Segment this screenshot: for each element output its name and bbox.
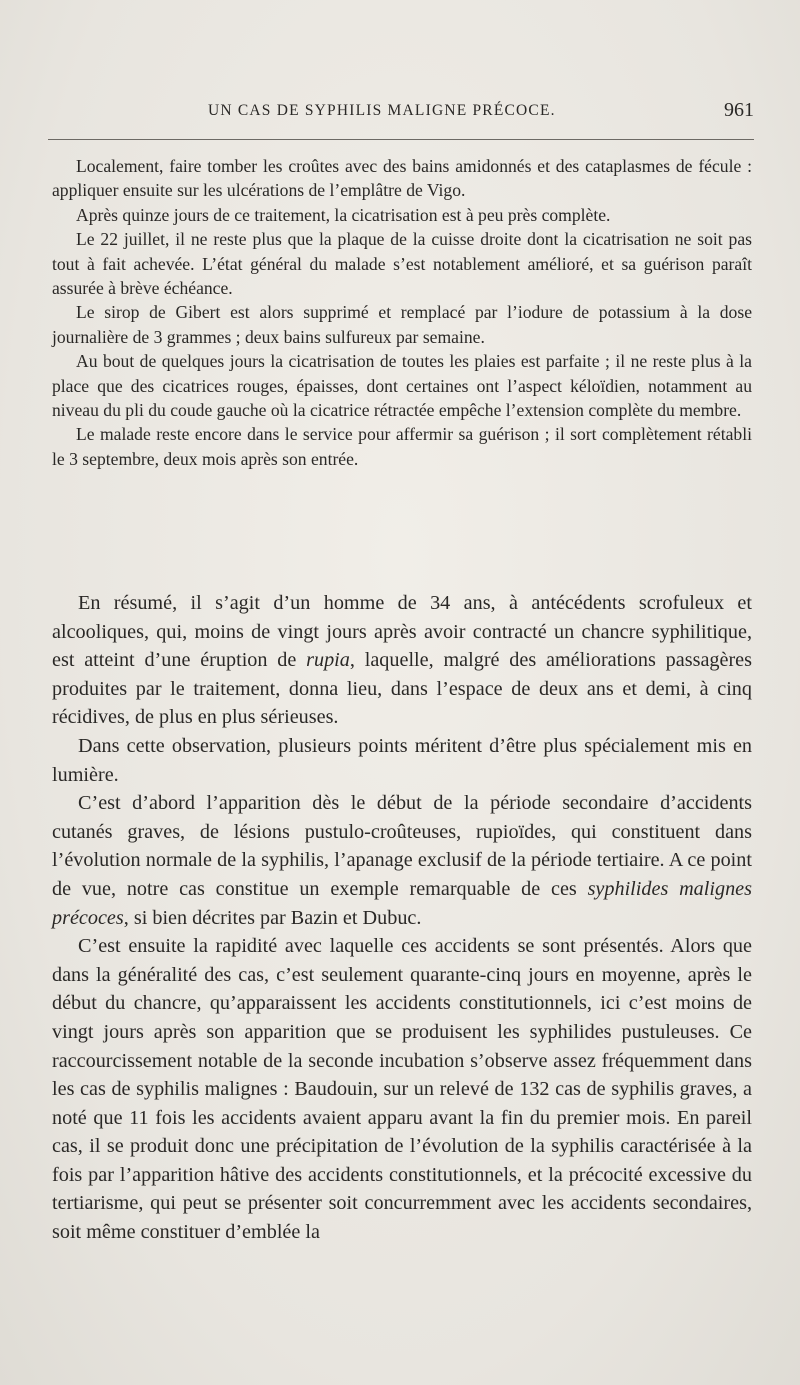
summary-text-run: , laquelle, malgré des améliorations passagères produites par le traitement, donna lieu, dans l’espace de deux ans et demi, à cinq récidives, de plus en plus sérieuses. xyxy=(52,649,752,729)
observation-paragraph: Le sirop de Gibert est alors supprimé et remplacé par l’iodure de potassium à la dose journalière de 3 grammes ; deux bains sulfureux par semaine. xyxy=(52,302,752,347)
summary-text-run: C’est d’abord l’apparition dès le début de la période secondaire d’accidents cutanés graves, de lésions pustulo-croûteuses, rupioïdes, qui constituent dans l’évolution normale de la syphilis, l’apanage exclusif de la période tertiaire. A ce point de vue, notre cas constitue un exemple remarquable de ces xyxy=(52,792,752,900)
running-title: UN CAS DE SYPHILIS MALIGNE PRÉCOCE. xyxy=(208,102,556,119)
italic-term: syphilides malignes précoces xyxy=(52,877,752,929)
page-number: 961 xyxy=(724,99,754,121)
summary-text xyxy=(52,589,752,1247)
summary-paragraph-2: Dans cette observation, plusieurs points méritent d’être plus spécialement mis en lumière. xyxy=(52,734,752,786)
observation-paragraph: Au bout de quelques jours la cicatrisation de toutes les plaies est parfaite ; il ne reste plus à la place que des cicatrices rouges, épaisses, dont certaines ont l’aspect kéloïdien, notamment au niveau du pli du coude gauche où la cicatrice rétractée empêche l’extension complète du membre. xyxy=(52,351,752,421)
observation-paragraph: Le malade reste encore dans le service pour affermir sa guérison ; il sort complètement rétabli le 3 septembre, deux mois après son entrée. xyxy=(52,424,752,469)
summary-paragraph-4: C’est ensuite la rapidité avec laquelle ces accidents se sont présentés. Alors que dans la généralité des cas, c’est seulement quarante-cinq jours en moyenne, après le début du chancre, qu’apparaissent les accidents constitutionnels, ici c’est moins de vingt jours après son apparition que se produisent les syphilides pustuleuses. Ce raccourcissement notable de la seconde incubation s’observe assez fréquemment dans les cas de syphilis malignes : Baudouin, sur un relevé de 132 cas de syphilis graves, a noté que 11 fois les accidents avaient apparu avant la fin du premier mois. En pareil cas, il se produit donc une précipitation de l’évolution de la syphilis caractérisée à la fois par l’apparition hâtive des accidents constitutionnels, et la précocité excessive du tertiarisme, qui peut se présenter soit concurremment avec les accidents secondaires, soit même constituer d’emblée la xyxy=(52,935,752,1244)
observation-paragraph: Après quinze jours de ce traitement, la cicatrisation est à peu près complète. xyxy=(76,204,611,225)
summary-paragraph-3 xyxy=(52,789,752,932)
summary-text-run: , si bien décrites par Bazin et Dubuc. xyxy=(123,906,422,929)
observation-paragraph: Localement, faire tomber les croûtes avec des bains amidonnés et des cataplasmes de fécule : appliquer ensuite sur les ulcérations de l’emplâtre de Vigo. xyxy=(52,156,752,201)
header-rule xyxy=(48,139,754,140)
italic-term: rupia xyxy=(306,649,350,672)
observation-text xyxy=(52,154,752,471)
summary-paragraph-1 xyxy=(52,589,752,732)
page-header xyxy=(48,99,754,128)
observation-paragraph: Le 22 juillet, il ne reste plus que la plaque de la cuisse droite dont la cicatrisation ne soit pas tout à fait achevée. L’état général du malade s’est notablement amélioré, et sa guérison paraît assurée à brève échéance. xyxy=(52,229,752,299)
summary-text-run: En résumé, il s’agit d’un homme de 34 ans, à antécédents scrofuleux et alcooliques, qui, moins de vingt jours après avoir contracté un chancre syphilitique, est atteint d’une éruption de xyxy=(52,592,752,672)
